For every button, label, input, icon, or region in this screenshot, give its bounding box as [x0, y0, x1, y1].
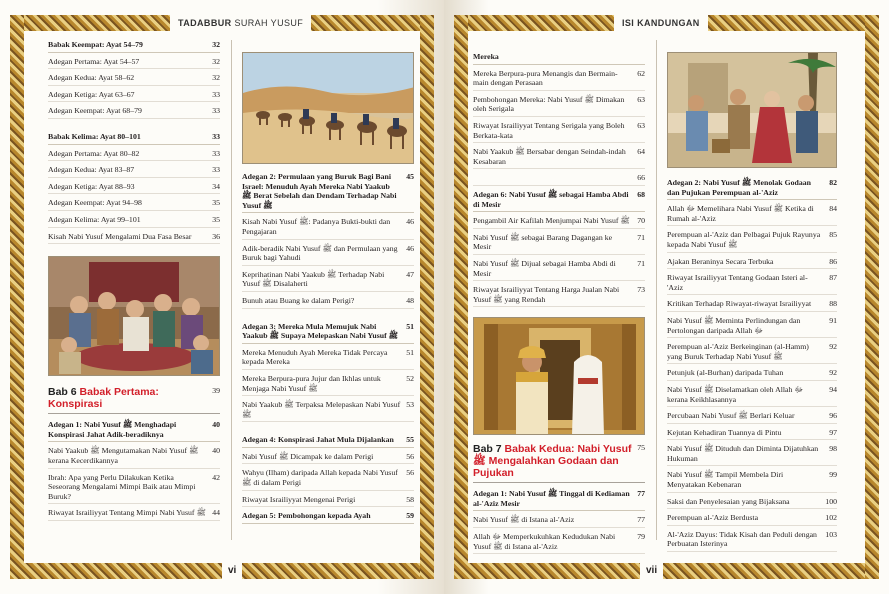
toc-entry-page: 52 — [406, 373, 414, 383]
toc-entry[interactable] — [48, 106, 220, 119]
toc-entry[interactable] — [48, 215, 220, 228]
toc-entry-title: Saksi dan Penyelesaian yang Bijaksana — [667, 496, 790, 506]
toc-entry[interactable] — [48, 508, 220, 521]
toc-entry[interactable] — [48, 232, 220, 245]
toc-entry-page: 88 — [829, 299, 837, 309]
caravan-desert-illustration — [243, 53, 414, 164]
toc-list-adegan-2-bab-7 — [667, 178, 837, 552]
toc-entry-page: 92 — [829, 368, 837, 378]
toc-entry[interactable] — [242, 348, 414, 370]
toc-entry[interactable] — [667, 204, 837, 226]
toc-entry-page: 70 — [637, 216, 645, 226]
toc-entry-title: Wahyu (Ilham) daripada Allah kepada Nabi Yusuf ﷺ di dalam Perigi — [242, 468, 398, 488]
toc-entry[interactable] — [473, 515, 645, 528]
toc-entry[interactable] — [667, 368, 837, 381]
toc-entry-title: Riwayat Israiliyyat Tentang Harga Jualan Nabi Yusuf ﷺ yang Rendah — [473, 285, 620, 304]
toc-entry[interactable] — [473, 69, 645, 91]
toc-entry-title: Nabi Yaakub ﷺ Mengutamakan Nabi Yusuf ﷺ kerana Kecerdikannya — [48, 446, 199, 465]
toc-section-heading[interactable] — [48, 420, 220, 442]
toc-list-babak-4-5 — [48, 40, 220, 244]
toc-list-adegan-2-5 — [242, 172, 414, 524]
toc-entry-page: 102 — [825, 513, 837, 523]
toc-entry[interactable] — [242, 244, 414, 266]
toc-spacer — [48, 123, 220, 132]
toc-entry[interactable] — [473, 173, 645, 186]
toc-entry-title: Riwayat Israiliyyat Tentang Mimpi Nabi Yusuf ﷺ — [48, 508, 206, 518]
left-page — [0, 0, 444, 594]
toc-entry-page: 33 — [212, 89, 220, 99]
toc-section-heading[interactable] — [48, 132, 220, 145]
toc-entry-title: Adegan Kelima: Ayat 99–101 — [48, 214, 141, 224]
chapter-6-page: 39 — [212, 386, 220, 396]
toc-entry-title: Ajakan Beraninya Secara Terbuka — [667, 256, 774, 266]
toc-entry[interactable] — [667, 411, 837, 424]
toc-entry-title: Kisah Nabi Yusuf Mengalami Dua Fasa Besar — [48, 231, 192, 241]
page-number-left: vi — [222, 563, 242, 579]
toc-entry-page: 32 — [212, 73, 220, 83]
toc-section-heading[interactable] — [242, 511, 414, 524]
toc-entry-title: Adegan Keempat: Ayat 94–98 — [48, 198, 142, 208]
toc-entry[interactable] — [667, 342, 837, 364]
ornamental-border-right — [420, 15, 434, 579]
toc-entry-title: Riwayat Israiliyyat Tentang Godaan Isteri al-'Aziz — [667, 273, 808, 292]
page-number-right: vii — [640, 563, 663, 579]
toc-entry-title: Kejutan Kehadiran Tuannya di Pintu — [667, 427, 782, 437]
toc-list-adegan-5-6 — [473, 52, 645, 307]
toc-entry-title: Al-'Aziz Dayus: Tidak Kisah dan Peduli dengan Perbuatan Isterinya — [667, 529, 817, 549]
column-divider-right — [656, 40, 657, 540]
toc-entry-title: Nabi Yusuf ﷺ Tampil Membela Diri Menyatakan Kebenaran — [667, 470, 784, 490]
toc-entry[interactable] — [667, 428, 837, 441]
toc-spacer — [242, 313, 414, 322]
toc-entry-title: Riwayat Israiliyyat Tentang Serigala yang Boleh Berkata-kata — [473, 120, 625, 140]
ornamental-border-right-right — [865, 15, 879, 579]
toc-entry-title: Adegan Ketiga: Ayat 63–67 — [48, 89, 135, 99]
toc-entry-title: Petunjuk (al-Burhan) daripada Tuhan — [667, 368, 784, 378]
toc-entry[interactable] — [667, 530, 837, 552]
toc-entry-title: Adegan 3: Mereka Mula Memujuk Nabi Yaakub ﷺ Supaya Melepaskan Nabi Yusuf ﷺ — [242, 321, 399, 341]
egyptian-palace-illustration — [474, 318, 645, 435]
illustration-yusuf-in-egypt — [473, 317, 645, 435]
toc-entry[interactable] — [473, 95, 645, 117]
toc-column-3 — [473, 52, 645, 558]
toc-entry-title: Adegan Pertama: Ayat 54–57 — [48, 56, 140, 66]
ornamental-border-left — [10, 15, 24, 579]
toc-entry[interactable] — [667, 257, 837, 270]
toc-entry[interactable] — [242, 468, 414, 490]
toc-entry-page: 33 — [212, 165, 220, 175]
toc-entry-title: Nabi Yaakub ﷺ Terpaksa Melepaskan Nabi Yusuf ﷺ — [242, 400, 401, 419]
toc-entry[interactable] — [48, 198, 220, 211]
toc-entry-page: 33 — [212, 106, 220, 116]
toc-entry-title: Nabi Yusuf ﷺ sebagai Barang Dagangan ke Mesir — [473, 232, 613, 252]
toc-entry-title: Mereka — [473, 52, 499, 61]
toc-entry-title: Pembohongan Mereka: Nabi Yusuf ﷺ Dimakan oleh Serigala — [473, 94, 625, 114]
toc-entry-page: 35 — [212, 198, 220, 208]
toc-entry[interactable] — [667, 299, 837, 312]
toc-entry-page: 62 — [637, 68, 645, 78]
header-book-title: SURAH YUSUF — [234, 18, 304, 28]
toc-entry[interactable] — [667, 385, 837, 407]
toc-column-2 — [242, 52, 414, 528]
family-gathering-illustration — [49, 257, 220, 376]
toc-entry-page: 51 — [406, 321, 414, 331]
toc-entry-page: 99 — [829, 470, 837, 480]
toc-entry-page: 44 — [212, 508, 220, 518]
chapter-7-page: 75 — [637, 443, 645, 453]
toc-entry-page: 63 — [637, 94, 645, 104]
toc-entry-page: 51 — [406, 347, 414, 357]
toc-entry-page: 103 — [825, 529, 837, 539]
toc-entry-page: 33 — [212, 148, 220, 158]
toc-entry-page: 77 — [637, 489, 645, 499]
toc-entry-page: 42 — [212, 472, 220, 482]
toc-entry-page: 40 — [212, 420, 220, 430]
toc-entry[interactable] — [48, 149, 220, 162]
toc-section-heading[interactable] — [48, 40, 220, 53]
toc-entry[interactable] — [242, 495, 414, 508]
toc-entry-page: 96 — [829, 411, 837, 421]
toc-entry-title: Adegan 1: Nabi Yusuf ﷺ Menghadapi Konspirasi Jahat Adik-beradiknya — [48, 420, 177, 439]
toc-entry-page: 94 — [829, 384, 837, 394]
toc-section-heading[interactable] — [473, 190, 645, 212]
toc-entry[interactable] — [48, 90, 220, 103]
toc-entry-title: Ibrah: Apa yang Perlu Dilakukan Ketika Seseorang Mengalami Mimpi Baik atau Mimpi Buruk? — [48, 472, 196, 501]
toc-entry[interactable] — [473, 121, 645, 143]
toc-entry-title: Percubaan Nabi Yusuf ﷺ Berlari Keluar — [667, 411, 795, 421]
toc-entry-title: Mereka Berpura-pura Jujur dan Ikhlas untuk Menjaga Nabi Yusuf ﷺ — [242, 373, 381, 393]
toc-entry-title: Nabi Yusuf ﷺ di Istana al-'Aziz — [473, 515, 575, 525]
toc-entry-title: Adegan 2: Nabi Yusuf ﷺ Menolak Godaan dan Pujukan Perempuan al-'Aziz — [667, 178, 812, 197]
toc-entry-page: 53 — [406, 400, 414, 410]
toc-entry-title: Adegan Kedua: Ayat 58–62 — [48, 73, 135, 83]
toc-entry-page: 82 — [829, 178, 837, 187]
toc-entry-page: 84 — [829, 204, 837, 214]
toc-entry-title: Allah ﷻ Memelihara Nabi Yusuf ﷺ Ketika di Rumah al-'Aziz — [667, 204, 814, 223]
toc-entry-title: Nabi Yusuf ﷺ Meminta Perlindungan dan Pertolongan daripada Allah ﷻ — [667, 315, 801, 335]
toc-entry-page: 66 — [637, 173, 645, 183]
toc-spacer — [242, 426, 414, 435]
toc-entry[interactable] — [473, 233, 645, 255]
toc-entry[interactable] — [242, 217, 414, 239]
toc-entry[interactable] — [473, 216, 645, 229]
chapter-6-heading[interactable] — [48, 386, 220, 414]
toc-entry-title: Adik-beradik Nabi Yusuf ﷺ dan Permulaan yang Buruk bagi Yahudi — [242, 243, 398, 263]
toc-entry[interactable] — [667, 470, 837, 492]
toc-entry-title: Adegan 5: Pembohongan kepada Ayah — [242, 511, 371, 521]
toc-entry-page: 98 — [829, 444, 837, 454]
toc-entry-title: Adegan 4: Konspirasi Jahat Mula Dijalankan — [242, 435, 394, 445]
toc-entry-title: Keprihatinan Nabi Yaakub ﷺ Terhadap Nabi Yusuf ﷺ Disalaherti — [242, 269, 385, 289]
toc-entry[interactable] — [667, 273, 837, 295]
toc-entry[interactable] — [48, 182, 220, 195]
toc-entry-title: Riwayat Israiliyyat Mengenai Perigi — [242, 494, 356, 504]
toc-section-heading[interactable] — [473, 489, 645, 511]
toc-entry-title: Adegan Ketiga: Ayat 88–93 — [48, 181, 135, 191]
toc-entry-page: 97 — [829, 427, 837, 437]
toc-entry[interactable] — [473, 259, 645, 281]
toc-entry[interactable] — [242, 452, 414, 465]
toc-entry[interactable] — [48, 473, 220, 505]
toc-column-1 — [48, 40, 220, 525]
toc-entry[interactable] — [48, 446, 220, 468]
toc-entry[interactable] — [473, 147, 645, 169]
chapter-7-number: Bab 7 — [473, 443, 502, 456]
toc-entry-page: 36 — [212, 231, 220, 241]
toc-entry-page: 73 — [637, 285, 645, 295]
illustration-yaakub-and-sons — [48, 256, 220, 376]
toc-entry-page: 45 — [406, 172, 414, 181]
toc-entry-title: Adegan 6: Nabi Yusuf ﷺ sebagai Hamba Abdi di Mesir — [473, 189, 629, 209]
toc-entry-page: 71 — [637, 258, 645, 268]
toc-entry-page: 58 — [406, 494, 414, 504]
toc-entry[interactable] — [242, 400, 414, 422]
ornamental-border-bottom-right — [454, 563, 879, 579]
toc-entry-page: 86 — [829, 256, 837, 266]
toc-entry-page: 63 — [637, 120, 645, 130]
toc-entry-title: Mereka Menuduh Ayah Mereka Tidak Percaya kepada Mereka — [242, 347, 388, 367]
toc-entry-page: 56 — [406, 468, 414, 478]
toc-entry-title: Nabi Yusuf ﷺ Diselamatkan oleh Allah ﷻ kerana Keikhlasannya — [667, 384, 804, 404]
illustration-aziz-household — [667, 52, 837, 168]
toc-entry-title: Adegan Kedua: Ayat 83–87 — [48, 165, 135, 175]
running-header-left — [170, 15, 311, 31]
toc-entry[interactable] — [667, 230, 837, 252]
toc-entry-title: Kritikan Terhadap Riwayat-riwayat Israiliyyat — [667, 299, 812, 309]
ornamental-border-left-right — [454, 15, 468, 579]
toc-list-bab-6 — [48, 420, 220, 521]
toc-column-4 — [667, 52, 837, 556]
toc-entry[interactable] — [667, 513, 837, 526]
toc-section-heading[interactable] — [242, 435, 414, 448]
toc-entry-title: Allah ﷻ Memperkukuhkan Kedudukan Nabi Yusuf ﷺ di Istana al-'Aziz — [473, 532, 616, 551]
toc-entry-title: Adegan Pertama: Ayat 80–82 — [48, 148, 140, 158]
toc-entry[interactable] — [473, 285, 645, 307]
toc-entry-page: 34 — [212, 181, 220, 191]
toc-entry-title: Adegan 1: Nabi Yusuf ﷺ Tinggal di Kediaman al-'Aziz Mesir — [473, 489, 630, 508]
toc-section-heading[interactable] — [473, 52, 645, 65]
header-book-title-bold: TADABBUR — [178, 18, 232, 28]
column-divider-left — [231, 40, 232, 540]
toc-entry-title: Perempuan al-'Aziz Berdusta — [667, 513, 759, 523]
toc-entry-page: 68 — [637, 189, 645, 199]
toc-entry-page: 40 — [212, 446, 220, 456]
toc-entry-page: 100 — [825, 496, 837, 506]
toc-entry-page: 32 — [212, 40, 220, 49]
toc-entry-title: Pengambil Air Kafilah Menjumpai Nabi Yusuf ﷺ — [473, 216, 630, 226]
chapter-7-heading[interactable] — [473, 443, 645, 483]
illustration-caravan — [242, 52, 414, 164]
toc-entry-title: Kisah Nabi Yusuf ﷺ: Padanya Bukti-bukti dan Pengajaran — [242, 217, 391, 236]
toc-entry-page: 48 — [406, 295, 414, 305]
toc-entry-page: 87 — [829, 273, 837, 283]
toc-entry-page: 46 — [406, 217, 414, 227]
toc-entry[interactable] — [242, 270, 414, 292]
toc-entry-title: Perempuan al-'Aziz Berkeinginan (al-Hamm) yang Buruk Terhadap Nabi Yusuf ﷺ — [667, 342, 809, 361]
aziz-household-illustration — [668, 53, 837, 168]
toc-entry-title: Babak Kelima: Ayat 80–101 — [48, 131, 141, 141]
toc-entry[interactable] — [48, 165, 220, 178]
toc-entry-title: Adegan Keempat: Ayat 68–79 — [48, 106, 142, 116]
toc-entry-title: Babak Keempat: Ayat 54–79 — [48, 40, 143, 49]
toc-entry-title: Nabi Yusuf ﷺ Dituduh dan Diminta Dijatuhkan Hukuman — [667, 444, 819, 463]
toc-entry-title: Perempuan al-'Aziz dan Pelbagai Pujuk Rayunya kepada Nabi Yusuf ﷺ — [667, 230, 821, 249]
toc-entry-title: Nabi Yaakub ﷺ Bersabar dengan Seindah-indah Kesabaran — [473, 147, 626, 166]
toc-entry-title: Mereka Berpura-pura Menangis dan Bermain-main dengan Perasaan — [473, 68, 618, 88]
toc-entry-page: 33 — [212, 131, 220, 141]
toc-entry-page: 85 — [829, 230, 837, 240]
running-header-right: ISI KANDUNGAN — [614, 15, 708, 31]
toc-entry-page: 71 — [637, 232, 645, 242]
toc-entry[interactable] — [48, 57, 220, 70]
toc-entry[interactable] — [667, 316, 837, 338]
chapter-7-title: Babak Kedua: Nabi Yusuf ﷺ Mengalahkan Godaan dan Pujukan — [473, 443, 632, 480]
toc-section-heading[interactable] — [242, 322, 414, 344]
toc-entry-page: 91 — [829, 315, 837, 325]
toc-entry-title: Adegan 2: Permulaan yang Buruk Bagi Bani Israel: Menuduh Ayah Mereka Nabi Yaakub ﷺ Berat Sebelah dan Dendam Terhadap Nabi Yusuf ﷺ — [242, 172, 397, 210]
toc-entry-page: 56 — [406, 451, 414, 461]
toc-entry-page: 59 — [406, 511, 414, 521]
toc-entry[interactable] — [242, 296, 414, 309]
toc-entry[interactable] — [473, 532, 645, 554]
toc-entry-page: 35 — [212, 214, 220, 224]
chapter-6-title: Babak Pertama: Konspirasi — [48, 386, 159, 411]
toc-entry-page: 47 — [406, 269, 414, 279]
toc-entry-page: 32 — [212, 56, 220, 66]
toc-entry[interactable] — [48, 73, 220, 86]
toc-entry[interactable] — [667, 444, 837, 466]
toc-entry-page: 77 — [637, 515, 645, 525]
toc-entry-page: 46 — [406, 243, 414, 253]
toc-list-bab-7 — [473, 489, 645, 554]
toc-entry-page: 64 — [637, 147, 645, 157]
toc-entry-page: 79 — [637, 532, 645, 542]
toc-entry-page: 92 — [829, 342, 837, 352]
toc-entry[interactable] — [242, 374, 414, 396]
toc-section-heading[interactable] — [242, 172, 414, 213]
toc-section-heading[interactable] — [667, 178, 837, 200]
right-page — [444, 0, 889, 594]
toc-entry-title: Bunuh atau Buang ke dalam Perigi? — [242, 295, 355, 305]
toc-entry[interactable] — [667, 497, 837, 510]
chapter-6-number: Bab 6 — [48, 386, 77, 399]
toc-entry-page: 55 — [406, 435, 414, 445]
toc-entry-title: Nabi Yusuf ﷺ Dicampak ke dalam Perigi — [242, 451, 374, 461]
toc-entry-title: Nabi Yusuf ﷺ Dijual sebagai Hamba Abdi di Mesir — [473, 258, 616, 278]
